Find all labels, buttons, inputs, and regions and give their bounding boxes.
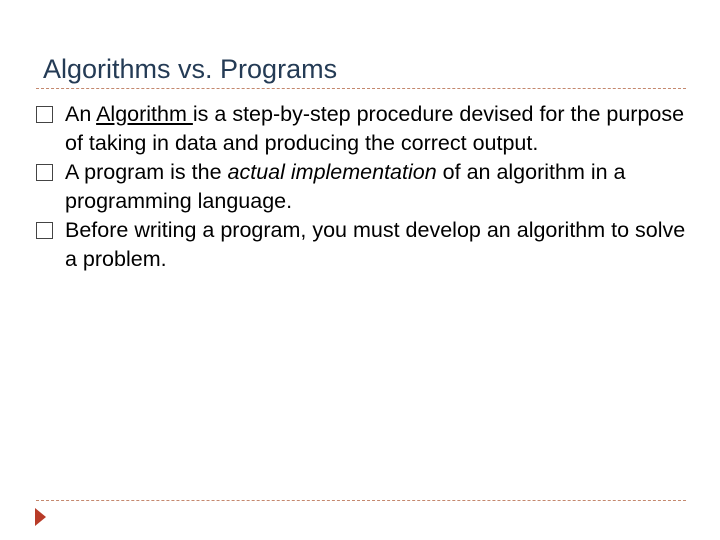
bullet-text-post: is a step-by-step procedure devised for the purpose of taking in data and producing the correct output. bbox=[65, 102, 685, 155]
bullet-glyph-icon bbox=[36, 106, 53, 123]
top-divider bbox=[36, 88, 686, 89]
bullet-list bbox=[36, 100, 686, 274]
bullet-text-pre: An bbox=[65, 102, 97, 126]
nav-arrow-icon[interactable] bbox=[35, 508, 46, 526]
bullet-text: Before writing a program, you must develop an algorithm to solve a problem. bbox=[65, 218, 686, 271]
bullet-item-program bbox=[36, 158, 686, 216]
bullet-item-algorithm bbox=[36, 100, 686, 158]
bullet-item-before-writing bbox=[36, 216, 686, 274]
bullet-text-post: of an algorithm in a programming language. bbox=[65, 160, 626, 213]
bullet-text-pre: A program is the bbox=[65, 160, 228, 184]
bullet-glyph-icon bbox=[36, 222, 53, 239]
bottom-divider bbox=[36, 500, 686, 501]
slide-title: Algorithms vs. Programs bbox=[43, 54, 338, 84]
algorithm-term: Algorithm bbox=[96, 102, 193, 126]
emphasis-text: actual implementation bbox=[227, 160, 437, 184]
bullet-glyph-icon bbox=[36, 164, 53, 181]
